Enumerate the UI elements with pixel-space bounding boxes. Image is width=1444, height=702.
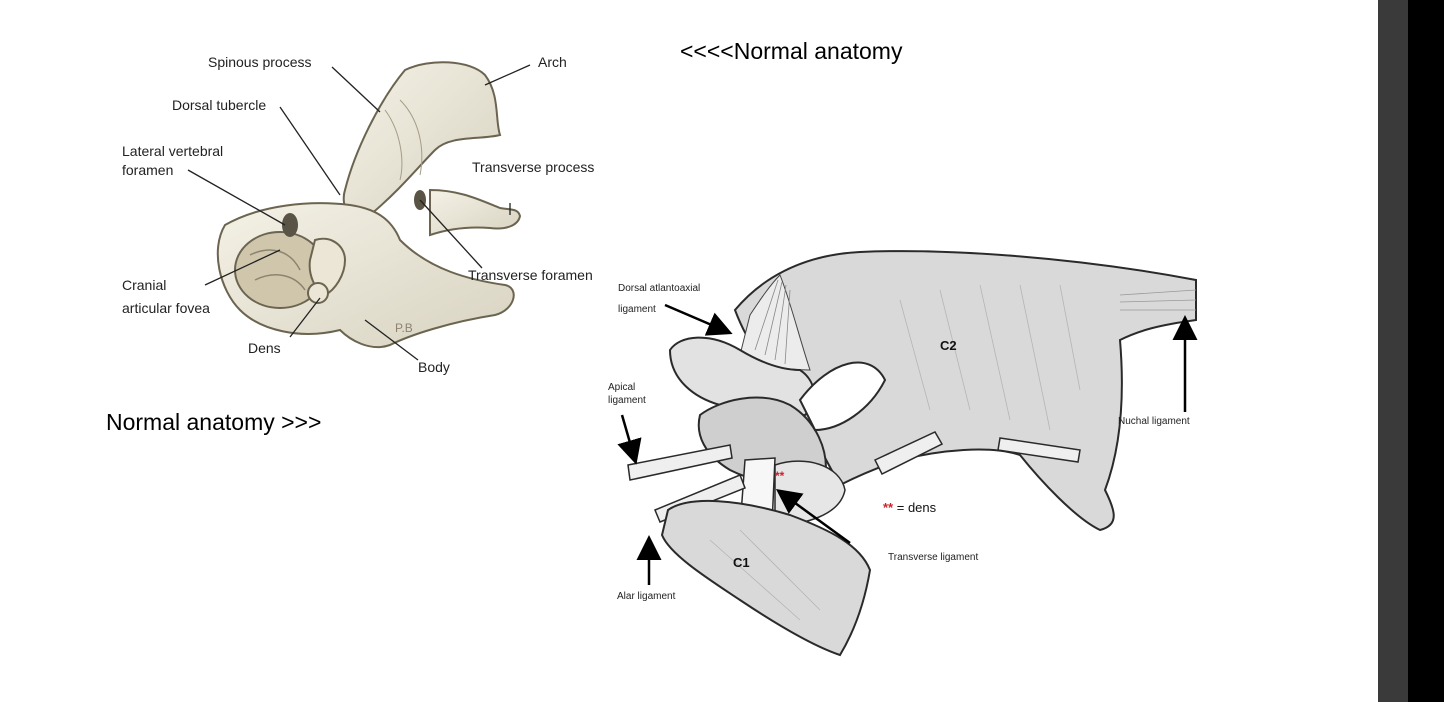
arrow-apical	[622, 415, 635, 460]
dens-marker: **	[775, 469, 785, 483]
label-dorsal-atlantoaxial-line2: ligament	[618, 304, 656, 315]
dens-legend-marker: **	[883, 500, 894, 515]
label-alar-ligament: Alar ligament	[617, 591, 676, 602]
label-dorsal-tubercle: Dorsal tubercle	[172, 97, 267, 113]
label-c1: C1	[733, 555, 750, 570]
atlantoaxial-ligaments-illustration	[600, 240, 1220, 670]
apical-ligament-rod	[628, 445, 732, 480]
label-lateral-vertebral-foramen-line1: Lateral vertebral	[122, 143, 224, 159]
arrow-dorsal-atlantoaxial	[665, 305, 728, 332]
label-cranial-articular-fovea-line2: articular fovea	[122, 300, 210, 316]
label-nuchal-ligament: Nuchal ligament	[1118, 416, 1190, 427]
label-lateral-vertebral-foramen-line2: foramen	[122, 162, 174, 178]
c1-shape	[662, 501, 870, 655]
label-apical-line1: Apical	[608, 382, 636, 393]
illustrator-signature: P.B	[395, 321, 413, 335]
window-edge-dark-strip	[1378, 0, 1408, 702]
label-transverse-ligament: Transverse ligament	[888, 552, 979, 563]
atlas-vertebra-illustration	[100, 40, 640, 390]
window-edge-black-strip	[1408, 0, 1444, 702]
label-spinous-process: Spinous process	[208, 54, 312, 70]
label-arch: Arch	[538, 54, 567, 70]
label-apical-line2: ligament	[608, 395, 646, 406]
label-dens: Dens	[248, 340, 281, 356]
caption-top-right: <<<<Normal anatomy	[680, 38, 903, 64]
dens-legend-text: = dens	[893, 500, 937, 515]
label-dorsal-atlantoaxial-line1: Dorsal atlantoaxial	[618, 283, 701, 294]
label-transverse-process: Transverse process	[472, 159, 595, 175]
label-body: Body	[418, 359, 450, 375]
dens-legend	[883, 500, 937, 515]
label-cranial-articular-fovea-line1: Cranial	[122, 277, 167, 293]
transverse-process-shape	[430, 190, 520, 235]
caption-bottom-left: Normal anatomy >>>	[106, 409, 322, 435]
label-transverse-foramen: Transverse foramen	[468, 267, 593, 283]
label-c2: C2	[940, 338, 957, 353]
